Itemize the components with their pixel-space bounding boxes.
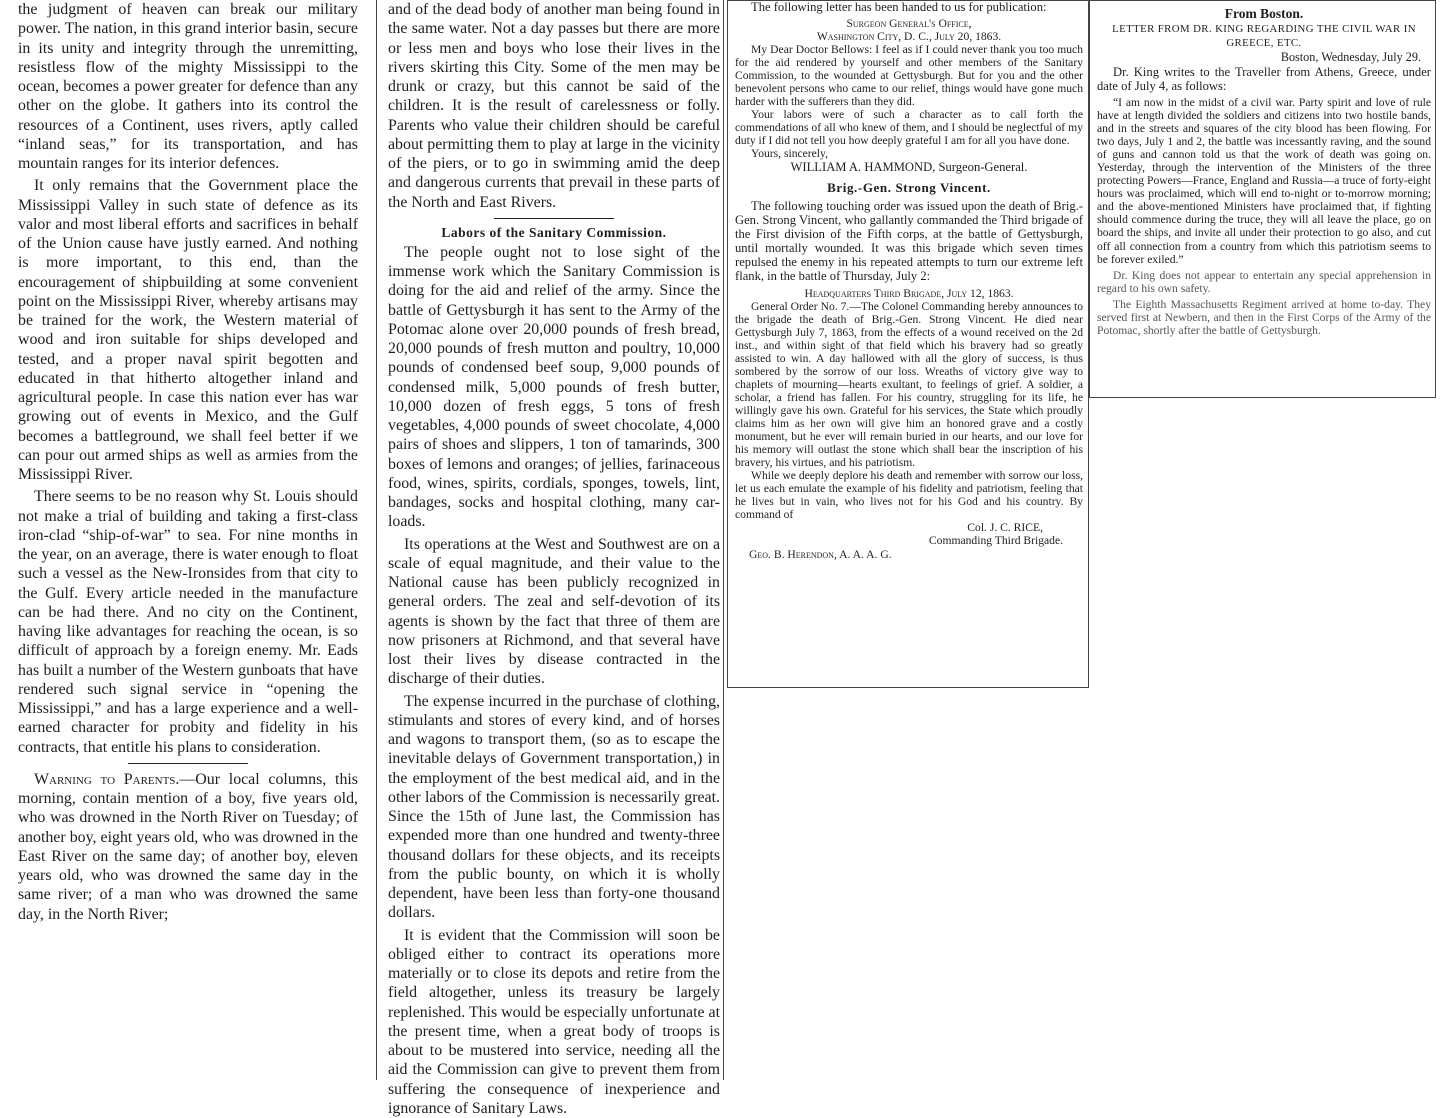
column-2 xyxy=(388,0,720,1080)
heading-sanitary-commission: Labors of the Sanitary Commission. xyxy=(388,225,720,241)
order-text-2: While we deeply deplore his death and remember with sorrow our loss, let us each emulate the example of his fidelity and patriotism, feeling that he lives but in vain, who lives not for his God and his country. By command of xyxy=(735,469,1083,521)
letter-dateline: Washington City, D. C., July 20, 1863. xyxy=(735,30,1083,43)
subheading-dr-king: LETTER FROM DR. KING REGARDING THE CIVIL WAR IN GREECE, ETC. xyxy=(1097,22,1431,50)
order-intro: The following touching order was issued upon the death of Brig.-Gen. Strong Vincent, who gallantly commanded the Third brigade of the First division of the Fifth corps, at the battle of Gettysburgh, until mortally wounded. It was this brigade which seven times repulsed the enemy in his repeated attempts to turn our extreme left flank, in the battle of Thursday, July 2: xyxy=(735,199,1083,283)
boston-intro: Dr. King writes to the Traveller from Athens, Greece, under date of July 4, as follows: xyxy=(1097,65,1431,93)
heading-strong-vincent: Brig.-Gen. Strong Vincent. xyxy=(735,180,1083,196)
letter-signature: WILLIAM A. HAMMOND, Surgeon-General. xyxy=(735,161,1083,174)
paragraph-mississippi: the judgment of heaven can break our military power. The nation, in this grand interior basin, secure in its unity and integrity through the unremitting, resistless flow of the mighty Mississippi to the ocean, becomes a power greater for defence than any other on the globe. It gathers into its control the resources of a Continent, uses rivers, aptly called “inland seas,” for its transportation, and has mountain ranges for its interior defences. xyxy=(18,0,358,173)
order-headquarters: Headquarters Third Brigade, July 12, 1863. xyxy=(735,287,1083,300)
order-command-title: Commanding Third Brigade. xyxy=(735,534,1083,547)
section-divider xyxy=(494,218,614,219)
warning-title: Warning to Parents. xyxy=(34,771,179,788)
column-3 xyxy=(735,0,1083,685)
column-rule-2 xyxy=(723,0,724,1080)
paragraph-continuation: and of the dead body of another man being found in the same water. Not a day passes but there are more or less men and boys who lose their lives in the rivers skirting this City. Some of the men may be drunk or crazy, but this cannot be said of the children. It is the result of carelessness or folly. Parents who value their children should be careful about permitting them to play at large in the vicinity of the piers, or to go in swimming amid the deep and dangerous currents that prevail in these parts of the North and East Rivers. xyxy=(388,0,720,212)
paragraph-government: It only remains that the Government place the Mississippi Valley in such state of defence as its valor and most liberal efforts and sacrifices in behalf of the Union cause have justly earned. And nothing is more important, to this end, than the encouragement of shipbuilding at some convenient point on the Mississippi River, whereby artisans may be trained for the work, the Western material of wood and iron suitable for ships developed and tested, and a proper naval spirit begotten and educated in that hitherto altogether inland and agricultural people. In case this nation ever has war growing out of events in Mexico, and the Gulf becomes a battleground, we shall feel better if we can pour out armed ships as well as armies from the Mississippi River. xyxy=(18,176,358,484)
paragraph-sanitary-4: It is evident that the Commission will soon be obliged either to contract its operations more materially or to close its depots and retire from the field altogether, unless its treasury be largely replenished. This would be especially unfortunate at the present time, when a great body of troops is about to be mustered into service, needing all the aid the Commission can give to prevent them from suffering the consequence of inexperience and ignorance of Sanitary Laws. xyxy=(388,926,720,1118)
section-divider xyxy=(128,763,248,764)
paragraph-sanitary-3: The expense incurred in the purchase of clothing, stimulants and stores of every kind, and of horses and wagons to transport them, (so as to escape the inevitable delays of Government transportation,) in the employment of the best medical aid, and in the other labors of the Commission is necessarily great. Since the 15th of June last, the Commission has expended more than one hundred and twenty-three thousand dollars for these objects, and its receipts from the public bounty, on which it is wholly dependent, have been less than forty-one thousand dollars. xyxy=(388,692,720,923)
order-aide: Geo. B. Herendon, A. A. A. G. xyxy=(735,548,1083,561)
boston-note: Dr. King does not appear to entertain any special apprehension in regard to his own safety. xyxy=(1097,269,1431,295)
letter-office: Surgeon General's Office, xyxy=(735,17,1083,30)
letter-body-2: Your labors were of such a character as to call forth the commendations of all who knew of them, and I should be neglectful of my duty if I did not tell you how deeply grateful I am for all you have done. xyxy=(735,108,1083,147)
paragraph-sanitary-2: Its operations at the West and Southwest are on a scale of equal magnitude, and their value to the National cause has been publicly recognized in general orders. The zeal and self-devotion of its agents is shown by the fact that three of them are now prisoners at Richmond, and that several have lost their lives by disease contracted in the discharge of their duties. xyxy=(388,535,720,689)
boston-letter: “I am now in the midst of a civil war. Party spirit and love of rule have at length divided the soldiers and citizens into two hostile bands, and in the streets and squares of the city blood has been flowing. For two days, July 1 and 2, the battle was incessantly raving, and the sound of guns and cannon told us that the work of death was going on. Yesterday, through the intervention of the Ministers of the three protecting Powers—France, England and Russia—a truce of forty-eight hours was proclaimed, which will end to-night or to-morrow morning; and the above-mentioned Ministers have proclaimed that, if fighting should commence during the truce, they will all leave the place, go on board the ships, and invite all under their protection to go also, and cut off all connection from a country from which this patriotism seems to be forever exiled.” xyxy=(1097,96,1431,266)
paragraph-sanitary-1: The people ought not to lose sight of the immense work which the Sanitary Commission is doing for the aid and relief of the army. Since the battle of Gettysburgh it has sent to the Army of the Potomac alone over 20,000 pounds of fresh bread, 20,000 pounds of fresh mutton and poultry, 10,000 pounds of condensed beef soup, 9,000 pounds of condensed milk, 5,000 pounds of fresh butter, 10,000 dozen of fresh eggs, 5 tons of fresh vegetables, 4,000 pounds of sweet chocolate, 4,000 pairs of shoes and slippers, 1 ton of tamarinds, 300 boxes of lemons and oranges; of jellies, farinaceous food, wines, spirits, cordials, sponges, towels, lint, bandages, socks and hospital clothing, many car-loads. xyxy=(388,243,720,532)
order-text: General Order No. 7.—The Colonel Commanding hereby announces to the brigade the death of Brig.-Gen. Strong Vincent. He died near Gettysburgh July 7, 1863, from the effects of a wound received on the 2d inst., and within sight of that field which his bravery had so greatly assisted to win. A day hallowed with all the glory of success, is thus sombered by the sorrow of our loss. Wreaths of victory give way to chaplets of mourning—hearts exultant, to feelings of grief. A soldier, a scholar, a friend has fallen. For his country, struggling for its life, he willingly gave his own. Grateful for his services, the State which proudly claims him as her own will give him an honored grave and a costly monument, but he ever will remain buried in our hearts, and our love for his memory will outlast the stone which shall bear the inscription of his bravery, his virtues, and his patriotism. xyxy=(735,300,1083,470)
warning-text: —Our local columns, this morning, contain mention of a boy, five years old, who was drowned in the North River on Tuesday; of another boy, eight years old, who was drowned in the East River on the same day; of another boy, eleven years old, who was drowned the same day in the same river; of a man who was drowned the same day, in the North River; xyxy=(18,771,358,923)
order-command: Col. J. C. RICE, xyxy=(735,521,1083,534)
paragraph-st-louis: There seems to be no reason why St. Louis should not make a trial of building and taking a first-class iron-clad “ship-of-war” to sea. For nine months in the year, on an average, there is water enough to float such a vessel as the New-Ironsides from that city to the Gulf. Every article needed in the manufacture can be had there. And no city on the Continent, having like advantages for reaching the ocean, is so difficult of approach by a foreign enemy. Mr. Eads has built a number of the Western gunboats that have rendered such signal service in “opening the Mississippi,” and has a large experience and a well-earned character for probity and fidelity in his contracts, that entitle his plans to consideration. xyxy=(18,487,358,757)
letter-closing: Yours, sincerely, xyxy=(735,147,1083,160)
column-4 xyxy=(1097,0,1431,395)
paragraph-warning-to-parents xyxy=(18,770,358,924)
heading-from-boston: From Boston. xyxy=(1097,6,1431,22)
letter-body-1: My Dear Doctor Bellows: I feel as if I could never thank you too much for the aid rendered by yourself and other members of the Sanitary Commission, to the wounded at Gettysburgh. But for you and the other benevolent persons who came to our relief, things would have gone much harder with the sufferers than they did. xyxy=(735,43,1083,108)
letter-intro: The following letter has been handed to us for publication: xyxy=(735,0,1083,14)
column-rule-1 xyxy=(376,0,377,1080)
column-1 xyxy=(18,0,358,1080)
boston-massachusetts: The Eighth Massachusetts Regiment arrived at home to-day. They served first at Newbern, and then in the First Corps of the Army of the Potomac, shortly after the battle of Gettysburgh. xyxy=(1097,298,1431,337)
boston-dateline: Boston, Wednesday, July 29. xyxy=(1097,50,1431,65)
